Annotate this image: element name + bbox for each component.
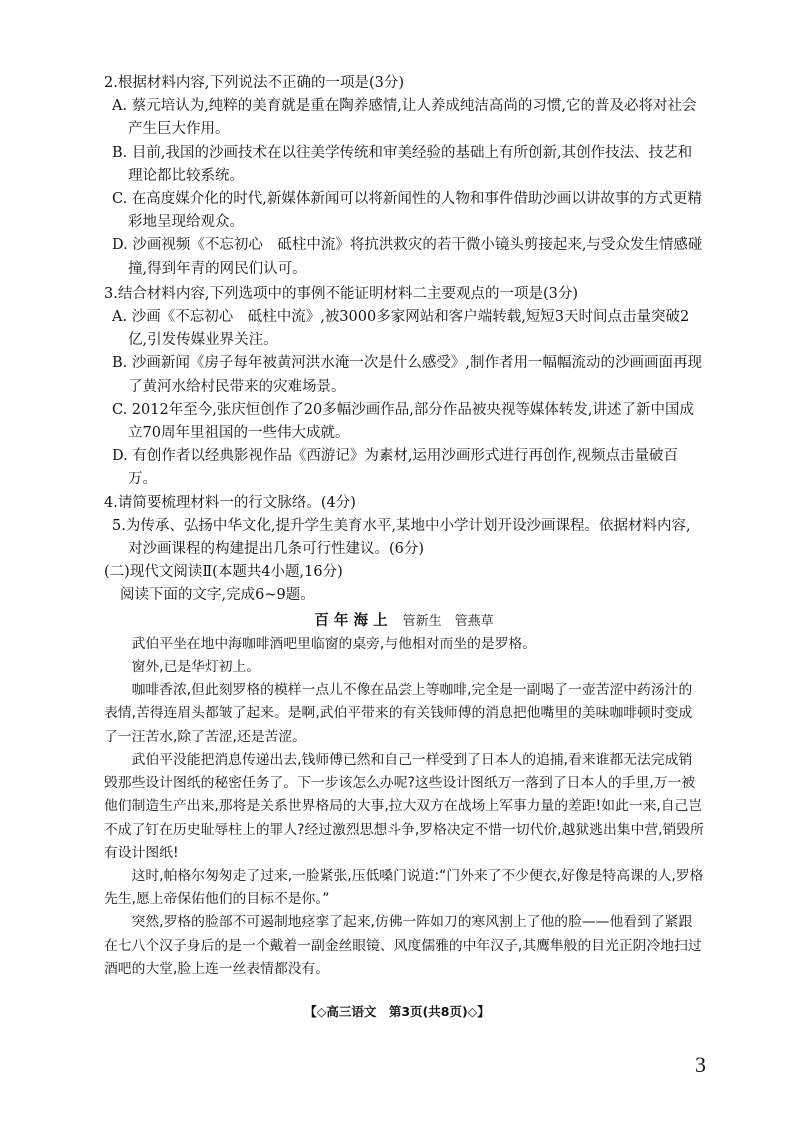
section-heading: (二)现代文阅读Ⅱ(本题共4小题,16分) — [104, 564, 343, 581]
question-5: 5.为传承、弘扬中华文化,提升学生美育水平,某地中小学计划开设沙画课程。依据材料内容,对沙画课程的构建提出几条可行性建议。(6分) — [112, 517, 691, 558]
corner-page-number: 3 — [695, 1052, 706, 1077]
story-title-line — [104, 609, 704, 633]
story-paragraph-4: 武伯平没能把消息传递出去,钱师傅已然和自己一样受到了日本人的追捕,看来谁都无法完成销毁那些设计图纸的秘密任务了。下一步该怎么办呢?这些设计图纸万一落到了日本人的手里,万一被他们制造生产出来,那将是关系世界格局的大事,拉大双方在战场上军事力量的差距!如此一来,自己岂不成了钉在历史耻辱柱上的罪人?经过激烈思想斗争,罗格决定不惜一切代价,越狱逃出集中营,销毁所有设计图纸! — [104, 751, 704, 861]
question-3-option-d: D. 有创作者以经典影视作品《西游记》为素材,运用沙画形式进行再创作,视频点击量破百万。 — [112, 448, 679, 488]
question-2-option-d: D. 沙画视频《不忘初心 砥柱中流》将抗洪救灾的若干微小镜头剪接起来,与受众发生情感碰撞,得到年青的网民们认可。 — [112, 237, 703, 277]
question-2-option-a: A. 蔡元培认为,纯粹的美育就是重在陶养感情,让人养成纯洁高尚的习惯,它的普及必将对社会产生巨大作用。 — [112, 98, 697, 138]
story-paragraph-6: 突然,罗格的脸部不可遏制地痉挛了起来,仿佛一阵如刀的寒风割上了他的脸——他看到了紧跟在七八个汉子身后的是一个戴着一副金丝眼镜、风度儒雅的中年汉子,其鹰隼般的目光正阴冷地扫过酒吧的大堂,脸上连一丝表情都没有。 — [104, 914, 702, 977]
page-content — [104, 72, 704, 981]
question-3-option-a: A. 沙画《不忘初心 砥柱中流》,被3000多家网站和客户端转载,短短3天时间点击量突破2亿,引发传媒业界关注。 — [112, 309, 690, 349]
story-paragraph-1: 武伯平坐在地中海咖啡酒吧里临窗的桌旁,与他相对而坐的是罗格。 — [131, 635, 537, 652]
question-3-option-c: C. 2012年至今,张庆恒创作了20多幅沙画作品,部分作品被央视等媒体转发,讲述了新中国成立70周年里祖国的一些伟大成就。 — [112, 401, 694, 442]
question-2-option-c: C. 在高度媒介化的时代,新媒体新闻可以将新闻性的人物和事件借助沙画以讲故事的方式更精彩地呈现给观众。 — [112, 191, 702, 231]
story-authors: 管新生 管燕草 — [402, 613, 494, 629]
story-paragraph-3: 咖啡香浓,但此刻罗格的模样一点儿不像在品尝上等咖啡,完全是一副喝了一壶苦涩中药汤汁的表情,苦得连眉头都皱了起来。是啊,武伯平带来的有关钱师傅的消息把他嘴里的美味咖啡顿时变成了一汪苦水,除了苦涩,还是苦涩。 — [104, 682, 693, 745]
section-instruction: 阅读下面的文字,完成6~9题。 — [120, 587, 315, 604]
story-paragraph-5: 这时,帕格尔匆匆走了过来,一脸紧张,压低嗓门说道:“门外来了不少便衣,好像是特高课的人,罗格先生,愿上帝保佑他们的目标不是你。” — [104, 867, 704, 908]
story-title: 百 年 海 上 — [314, 611, 388, 629]
question-2-option-b: B. 目前,我国的沙画技术在以往美学传统和审美经验的基础上有所创新,其创作技法、技艺和理论都比较系统。 — [112, 144, 693, 184]
question-3-stem: 3.结合材料内容,下列选项中的事例不能证明材料二主要观点的一项是(3分) — [104, 285, 578, 302]
story-paragraph-2: 窗外,已是华灯初上。 — [131, 659, 261, 676]
page-footer: 【◇高三语文 第3页(共8页)◇】 — [304, 1004, 490, 1019]
question-4: 4.请简要梳理材料一的行文脉络。(4分) — [104, 494, 356, 511]
question-3-option-b: B. 沙画新闻《房子每年被黄河洪水淹一次是什么感受》,制作者用一幅幅流动的沙画画面再现了黄河水给村民带来的灾难场景。 — [112, 355, 702, 395]
question-2-stem: 2.根据材料内容,下列说法不正确的一项是(3分) — [104, 75, 404, 91]
